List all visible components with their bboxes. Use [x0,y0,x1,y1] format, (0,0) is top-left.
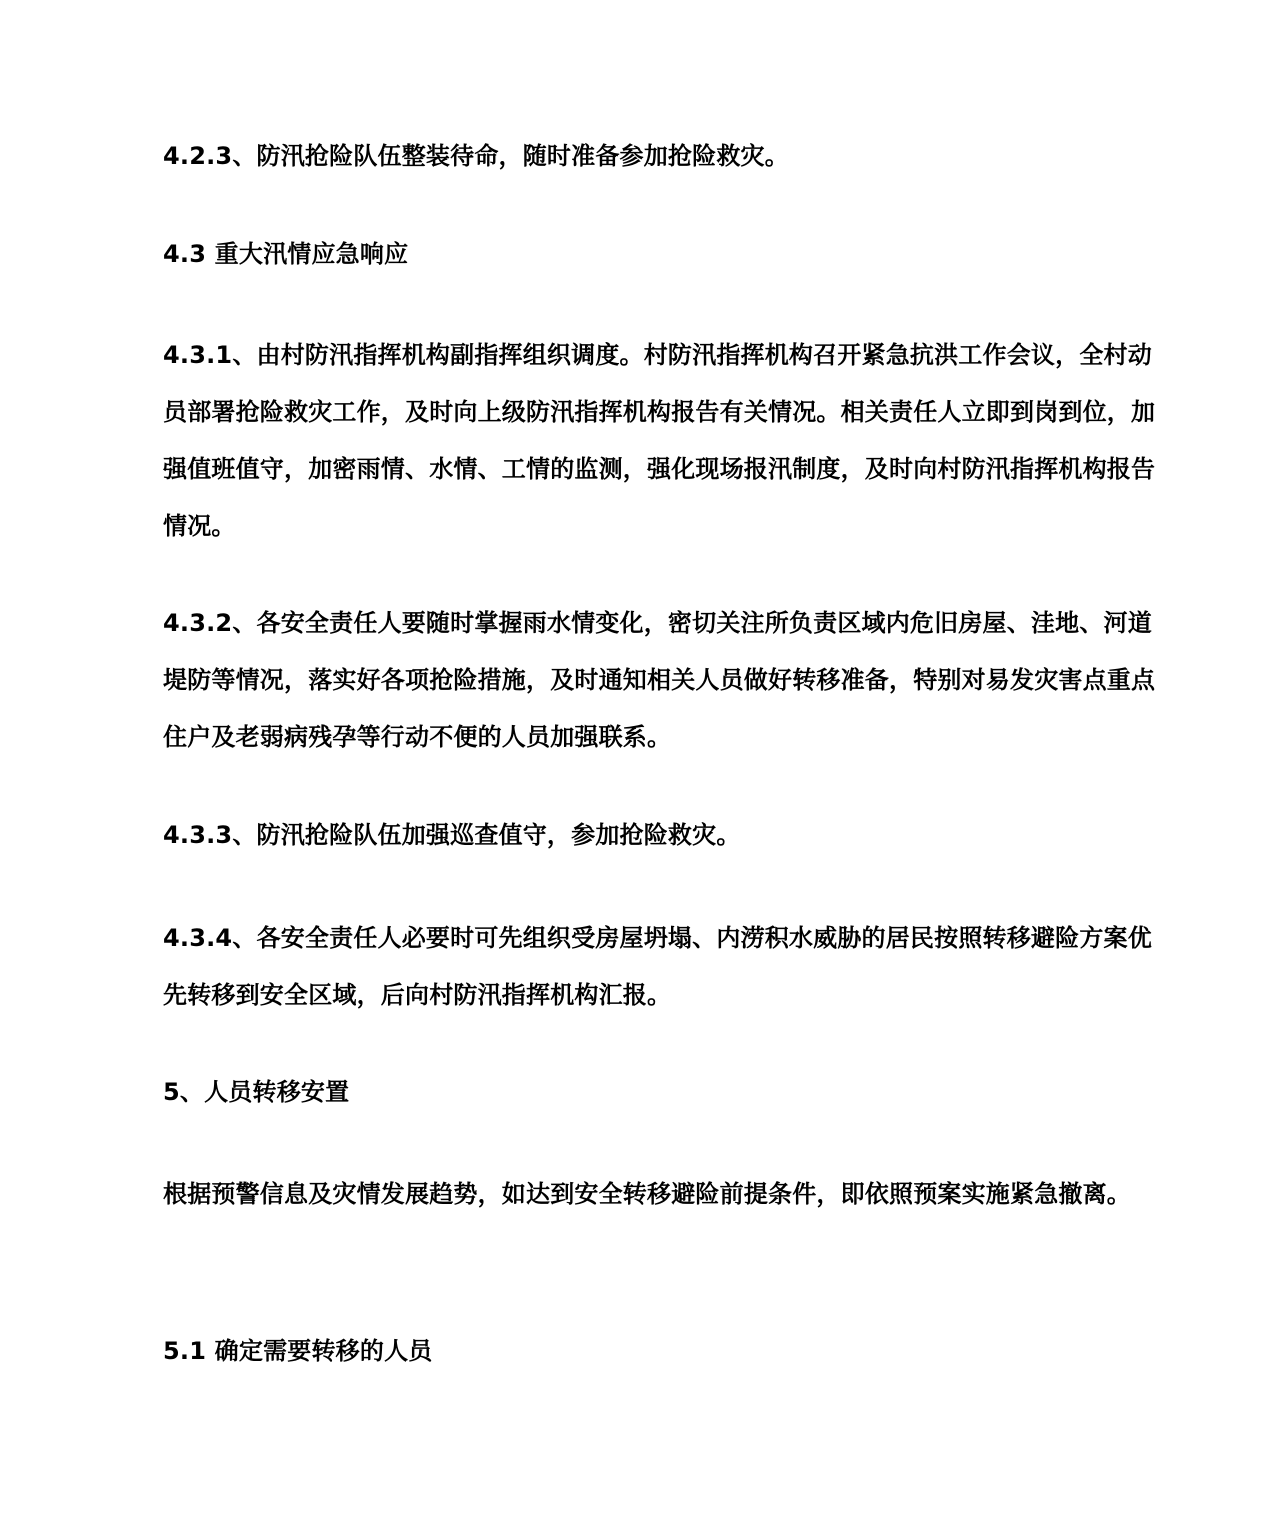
paragraph-4-3-3: 4.3.3、防汛抢险队伍加强巡查值守，参加抢险救灾。 [163,821,741,849]
paragraph-4-3-4: 4.3.4、各安全责任人必要时可先组织受房屋坍塌、内涝积水威胁的居民按照转移避险方案优先转移到安全区域，后向村防汛指挥机构汇报。 [163,924,1152,1009]
paragraph-4-2-3: 4.2.3、防汛抢险队伍整装待命，随时准备参加抢险救灾。 [163,142,789,170]
paragraph-5-intro: 根据预警信息及灾情发展趋势，如达到安全转移避险前提条件，即依照预案实施紧急撤离。 [163,1180,1131,1208]
heading-5: 5、人员转移安置 [163,1078,350,1106]
paragraph-4-3-1: 4.3.1、由村防汛指挥机构副指挥组织调度。村防汛指挥机构召开紧急抗洪工作会议，全村动员部署抢险救灾工作，及时向上级防汛指挥机构报告有关情况。相关责任人立即到岗到位，加强值班值守，加密雨情、水情、工情的监测，强化现场报汛制度，及时向村防汛指挥机构报告情况。 [163,341,1156,540]
heading-5-1: 5.1 确定需要转移的人员 [163,1337,433,1365]
paragraph-4-3-2: 4.3.2、各安全责任人要随时掌握雨水情变化，密切关注所负责区域内危旧房屋、洼地、河道堤防等情况，落实好各项抢险措施，及时通知相关人员做好转移准备，特别对易发灾害点重点住户及老弱病残孕等行动不便的人员加强联系。 [163,609,1156,751]
heading-4-3: 4.3 重大汛情应急响应 [163,240,409,268]
